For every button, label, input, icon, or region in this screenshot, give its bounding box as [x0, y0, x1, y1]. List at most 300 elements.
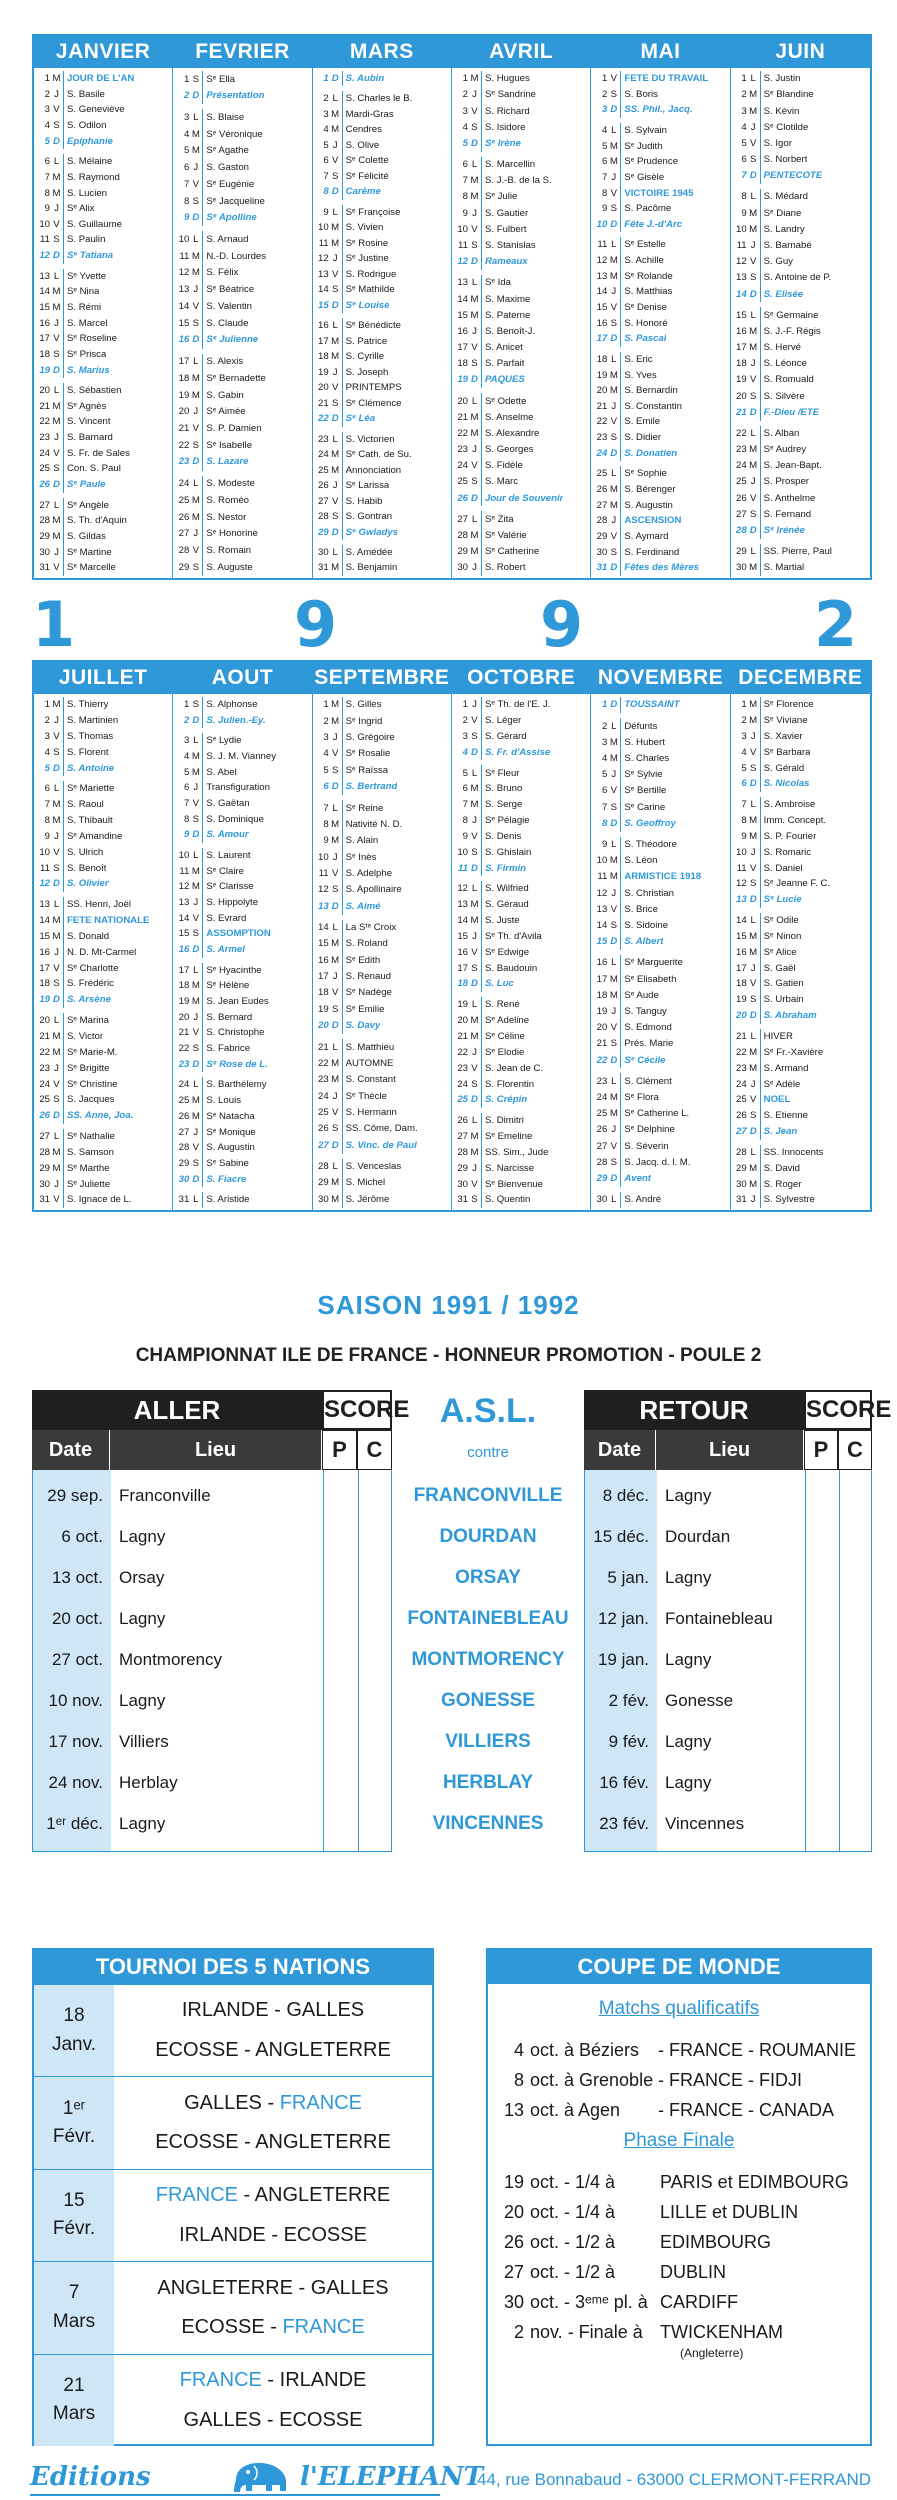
tournoi-match — [114, 2369, 432, 2392]
calendar-day — [175, 315, 309, 332]
day-number: 3 — [462, 105, 468, 117]
day-letter: L — [189, 109, 203, 126]
day-letter: D — [50, 363, 64, 379]
tournoi-match — [114, 2039, 432, 2062]
day-letter: M — [468, 528, 482, 544]
tournoi-match — [114, 1999, 432, 2022]
day-number: 1 — [462, 699, 468, 711]
day-letter: M — [468, 797, 482, 813]
day-number: 29 — [317, 526, 329, 538]
day-letter: D — [329, 411, 343, 426]
calendar-day — [733, 929, 868, 945]
calendar-day — [593, 352, 727, 368]
day-number: 11 — [736, 240, 747, 251]
tournoi-month: Févr. — [52, 2218, 96, 2240]
calendar-day — [36, 961, 170, 977]
calendar-day — [36, 1076, 170, 1092]
day-letter: D — [189, 1171, 203, 1187]
day-saint: S. Brice — [624, 904, 658, 915]
day-saint: S. Grégoire — [345, 733, 395, 743]
day-saint: S. Habib — [345, 496, 383, 507]
day-letter: V — [747, 490, 761, 506]
day-letter: S — [50, 461, 64, 477]
day-number: 20 — [178, 406, 190, 418]
day-number: 15 — [39, 301, 50, 313]
day-letter: V — [189, 420, 203, 437]
calendar-day — [593, 123, 727, 139]
day-letter: M — [329, 1056, 343, 1072]
calendar-day — [593, 513, 727, 529]
day-letter: L — [50, 1013, 64, 1029]
day-saint: S. Géraud — [484, 900, 529, 910]
day-letter: M — [607, 869, 621, 885]
calendar-day — [175, 126, 309, 143]
day-saint: S. Sylvestre — [763, 1195, 815, 1206]
day-letter: V — [50, 729, 64, 745]
day-number: 3 — [323, 732, 329, 744]
calendar-day — [593, 934, 727, 950]
day-number: 7 — [44, 799, 50, 811]
day-letter: V — [329, 866, 343, 882]
match-separator: - — [238, 2039, 256, 2062]
day-saint: Sᵉ Delphine — [624, 1125, 675, 1135]
day-letter: V — [747, 136, 761, 152]
month-octobre — [452, 662, 591, 1210]
day-letter: M — [329, 936, 343, 952]
calendar-day — [175, 231, 309, 248]
final-day: 27 — [503, 2262, 524, 2282]
day-saint: Sᵉ Rose de L. — [206, 1059, 268, 1070]
day-saint: Sᵉ Valérie — [484, 530, 527, 541]
calendar-day — [593, 1122, 727, 1138]
day-number: 30 — [735, 1178, 747, 1190]
day-saint: S. Wilfried — [484, 884, 529, 894]
day-saint: S. Armand — [763, 1063, 809, 1074]
day-letter: V — [189, 1140, 203, 1156]
day-number: 1 — [462, 73, 468, 85]
calendar-day — [733, 1061, 868, 1077]
calendar-day — [175, 911, 309, 927]
calendar-day — [175, 942, 309, 958]
day-number: 2 — [741, 714, 747, 726]
match-separator: - — [264, 2316, 283, 2339]
calendar-day — [315, 779, 449, 795]
day-letter: D — [50, 992, 64, 1008]
calendar-day — [454, 713, 588, 729]
calendar-day — [36, 118, 170, 134]
day-saint: Sᵉ Audrey — [763, 445, 807, 455]
calendar-day — [315, 432, 449, 447]
day-saint: Sᵉ Estelle — [624, 240, 666, 251]
day-number: 7 — [183, 798, 190, 810]
calendar-day — [593, 1138, 727, 1154]
day-letter: V — [747, 372, 761, 388]
tournoi-match — [114, 2184, 432, 2207]
calendar-day — [175, 1025, 309, 1041]
day-number: 11 — [597, 871, 608, 883]
day-letter: L — [607, 352, 621, 368]
day-letter: L — [189, 476, 203, 493]
calendar-day — [175, 994, 309, 1010]
day-letter: V — [50, 1192, 64, 1208]
day-letter: D — [189, 713, 203, 729]
day-number: 29 — [735, 1162, 747, 1174]
day-letter: V — [50, 217, 64, 233]
day-number: 4 — [601, 752, 608, 764]
calendar-day — [36, 446, 170, 462]
day-saint: Sᵉ Juliette — [67, 1179, 111, 1190]
calendar-day — [175, 864, 309, 880]
calendar-day — [454, 528, 588, 544]
day-letter: V — [329, 746, 343, 762]
day-letter: S — [747, 1108, 761, 1124]
day-saint: S. Bérenger — [624, 485, 676, 495]
calendar-day — [36, 797, 170, 813]
final-row — [502, 2232, 771, 2253]
day-number: 5 — [183, 766, 190, 778]
aller-row — [33, 1722, 169, 1762]
day-letter: L — [329, 800, 343, 816]
day-letter: D — [468, 372, 482, 388]
calendar-day — [175, 354, 309, 371]
day-letter: V — [329, 267, 343, 282]
day-number: 9 — [462, 830, 468, 842]
day-saint: Sᵉ Pélagie — [484, 816, 530, 826]
day-letter: J — [50, 829, 64, 845]
calendar-day — [36, 813, 170, 829]
day-saint: Sᵉ Marguerite — [624, 958, 683, 968]
day-saint: S. Ferdinand — [624, 547, 680, 558]
tournoi-date — [34, 2262, 114, 2353]
calendar-day — [454, 426, 588, 442]
day-number: 15 — [317, 938, 329, 950]
calendar-day — [593, 102, 727, 118]
day-saint: S. Alexandre — [484, 428, 540, 439]
calendar-day — [733, 860, 868, 876]
tournoi-match — [114, 2409, 432, 2432]
day-saint: ARMISTICE 1918 — [624, 872, 702, 882]
day-saint: S. Hippolyte — [206, 898, 259, 908]
day-number: 25 — [178, 494, 190, 506]
calendar-day — [454, 458, 588, 474]
day-saint: S. Cyrille — [345, 352, 385, 362]
day-letter: S — [468, 474, 482, 490]
aller-date: 24 nov. — [48, 1773, 103, 1792]
day-letter: D — [607, 1052, 621, 1068]
day-number: 15 — [39, 930, 50, 942]
day-letter: V — [189, 542, 203, 559]
day-number: 12 — [596, 255, 608, 267]
day-number: 23 — [39, 432, 50, 444]
day-saint: S. Etienne — [763, 1111, 808, 1121]
day-number: 7 — [462, 799, 468, 811]
day-number: 25 — [735, 476, 747, 488]
calendar-day — [315, 298, 449, 313]
calendar-day — [733, 340, 868, 356]
day-letter: L — [607, 837, 621, 853]
calendar-day — [315, 447, 449, 462]
day-letter: J — [468, 1161, 482, 1177]
day-saint: Fêtes des Mères — [624, 563, 699, 573]
day-number: 6 — [741, 154, 747, 166]
calendar-day — [454, 976, 588, 992]
day-saint: S. Nicolas — [763, 779, 810, 789]
opponent-name: ORSAY — [455, 1567, 521, 1588]
calendar-day — [315, 267, 449, 282]
day-letter: V — [329, 985, 343, 1001]
day-number: 10 — [735, 223, 747, 235]
day-letter: D — [329, 71, 343, 86]
day-letter: L — [747, 307, 761, 323]
day-number: 30 — [39, 546, 50, 558]
calendar-day — [175, 765, 309, 781]
calendar-day — [733, 152, 868, 168]
calendar-day — [733, 797, 868, 813]
day-letter: M — [50, 697, 64, 713]
day-saint: S. Parfait — [484, 359, 525, 369]
day-saint: S. Gaël — [763, 963, 796, 974]
match-separator: - — [237, 2184, 255, 2207]
day-number: 8 — [601, 817, 608, 829]
calendar-day — [315, 746, 449, 762]
calendar-day — [315, 1088, 449, 1104]
calendar-day — [315, 169, 449, 184]
calendar-day — [733, 523, 868, 539]
calendar-day — [733, 506, 868, 522]
calendar-day — [315, 71, 449, 86]
day-number: 21 — [735, 1031, 747, 1042]
day-number: 25 — [317, 464, 329, 476]
day-number: 12 — [735, 878, 747, 890]
calendar-day — [315, 205, 449, 220]
day-letter: D — [189, 827, 203, 843]
calendar-day — [315, 952, 449, 968]
day-number: 6 — [44, 156, 50, 168]
calendar-day — [36, 363, 170, 379]
day-saint: S. André — [624, 1195, 662, 1205]
day-number: 19 — [317, 366, 329, 378]
day-saint: La Sᵗᵉ Croix — [345, 923, 397, 933]
day-saint: S. Roger — [763, 1179, 802, 1190]
day-saint: S. Claude — [206, 318, 249, 329]
calendar-day — [36, 829, 170, 845]
day-saint: S. Isidore — [484, 122, 526, 133]
day-number: 12 — [457, 256, 468, 268]
day-saint: JOUR DE L'AN — [67, 74, 135, 84]
day-saint: S. Bernardin — [624, 386, 678, 396]
day-number: 14 — [457, 915, 468, 927]
day-number: 29 — [317, 1177, 329, 1189]
calendar-day — [175, 387, 309, 404]
calendar-day — [593, 767, 727, 783]
retour-row — [585, 1722, 711, 1762]
calendar-day — [315, 545, 449, 560]
calendar-day — [175, 895, 309, 911]
calendar-day — [315, 509, 449, 524]
month-name: SEPTEMBRE — [313, 662, 451, 694]
calendar-day — [454, 490, 588, 506]
calendar-day — [36, 1029, 170, 1045]
day-number: 6 — [183, 782, 190, 794]
calendar-day — [36, 217, 170, 233]
calendar-day — [733, 71, 868, 87]
day-letter: L — [468, 275, 482, 291]
day-letter: S — [189, 1041, 203, 1057]
day-number: 8 — [741, 815, 747, 827]
month-mars — [313, 36, 452, 578]
calendar-day — [733, 238, 868, 254]
calendar-day — [315, 1018, 449, 1034]
qualif-title: Matchs qualificatifs — [598, 1998, 760, 2019]
calendar-day — [593, 971, 727, 987]
day-saint: Fête J.-d'Arc — [624, 219, 683, 230]
day-saint: S. P. Damien — [206, 423, 262, 434]
day-saint: S. Guy — [763, 257, 793, 267]
day-saint: S. Gildas — [67, 531, 106, 542]
day-number: 15 — [457, 930, 468, 942]
day-number: 10 — [317, 222, 329, 234]
day-letter: M — [329, 107, 343, 122]
day-number: 16 — [457, 325, 468, 337]
day-saint: S. Bernard — [206, 1012, 253, 1023]
day-number: 23 — [735, 444, 747, 456]
day-number: 7 — [44, 171, 50, 183]
day-letter: L — [329, 91, 343, 106]
day-saint: Sᵉ Marina — [67, 1016, 109, 1026]
day-saint: Sᵉ Marthe — [67, 1163, 110, 1174]
day-saint: PAQUES — [484, 375, 525, 385]
day-number: 2 — [44, 88, 50, 100]
calendar-day — [36, 560, 170, 576]
opponent-name: FONTAINEBLEAU — [407, 1608, 569, 1629]
day-number: 1 — [183, 699, 190, 711]
day-number: 19 — [178, 389, 190, 401]
calendar-day — [454, 729, 588, 745]
day-saint: S. Fiacre — [206, 1174, 247, 1185]
tournoi-match — [114, 2316, 432, 2339]
day-letter: J — [747, 1076, 761, 1092]
day-letter: M — [50, 929, 64, 945]
retour-date: 2 fév. — [608, 1691, 649, 1710]
day-saint: S. Théodore — [624, 839, 677, 850]
day-letter: M — [468, 409, 482, 425]
day-number: 14 — [596, 919, 608, 931]
day-number: 9 — [183, 829, 190, 841]
day-number: 5 — [601, 140, 608, 152]
day-letter: M — [747, 222, 761, 238]
championship-title: CHAMPIONNAT ILE DE FRANCE - HONNEUR PROMOTION - POULE 2 — [135, 1345, 762, 1366]
day-saint: S. Julien.-Ey. — [206, 715, 266, 726]
day-letter: M — [747, 560, 761, 576]
day-saint: S. Aymard — [624, 531, 669, 542]
calendar-day — [175, 1010, 309, 1026]
calendar-day — [36, 745, 170, 761]
day-saint: Défunts — [624, 721, 658, 732]
day-letter: M — [468, 897, 482, 913]
final-row — [502, 2292, 738, 2313]
day-letter: M — [607, 734, 621, 750]
calendar-day — [175, 848, 309, 864]
tournoi-day: 1ᵉʳ — [62, 2097, 86, 2119]
footer — [0, 2458, 897, 2498]
tournoi-round — [34, 2354, 432, 2446]
day-saint: Sᵉ Charlotte — [67, 963, 119, 974]
day-number: 20 — [596, 385, 608, 397]
day-number: 1 — [601, 699, 608, 711]
day-number: 3 — [183, 735, 190, 747]
calendar-day — [733, 270, 868, 286]
day-number: 4 — [462, 746, 468, 758]
calendar-day — [315, 1056, 449, 1072]
day-number: 21 — [596, 400, 608, 412]
day-letter: S — [329, 1001, 343, 1017]
day-saint: Sᵉ Rolande — [624, 271, 673, 282]
day-number: 12 — [317, 884, 329, 896]
day-letter: D — [607, 697, 621, 713]
calendar-day — [454, 845, 588, 861]
team: GALLES — [184, 2091, 262, 2114]
day-number: 16 — [596, 317, 608, 329]
calendar-day — [593, 885, 727, 901]
day-saint: S. Charles le B. — [345, 94, 413, 105]
day-letter: S — [747, 760, 761, 776]
day-saint: S. Florentin — [484, 1079, 535, 1090]
day-letter: M — [50, 529, 64, 545]
day-saint: S. Augustin — [624, 500, 673, 511]
aller-lieu: Lagny — [119, 1691, 166, 1710]
calendar-day — [454, 1045, 588, 1061]
day-number: 21 — [457, 1031, 468, 1042]
day-saint: FETE DU TRAVAIL — [624, 74, 709, 84]
calendar-day — [733, 961, 868, 977]
day-letter: M — [50, 1161, 64, 1177]
day-number: 26 — [596, 484, 608, 496]
month-fevrier — [173, 36, 312, 578]
tournoi-round — [34, 1984, 432, 2076]
calendar-day — [593, 185, 727, 201]
retour-date: 9 fév. — [608, 1732, 649, 1751]
day-saint: S. Gontran — [345, 512, 393, 522]
day-saint: Sᵉ Judith — [624, 141, 663, 152]
day-saint: Sᵉ Sophie — [624, 469, 667, 479]
day-number: 29 — [39, 1162, 50, 1174]
day-number: 7 — [601, 171, 608, 183]
club-name: A.S.L. — [439, 1392, 537, 1430]
aller-date: 27 oct. — [51, 1650, 103, 1669]
day-saint: S. Honoré — [624, 318, 668, 329]
day-number: 21 — [735, 406, 747, 418]
calendar-day — [454, 945, 588, 961]
calendar-day — [454, 356, 588, 372]
calendar-day — [36, 781, 170, 797]
day-saint: Sᵉ Marie-M. — [67, 1047, 118, 1058]
tournoi-month: Mars — [52, 2403, 96, 2425]
day-letter: D — [329, 779, 343, 795]
day-saint: Sᵉ Mariette — [67, 784, 115, 794]
calendar-day — [315, 463, 449, 478]
day-saint: S. Gérard — [484, 731, 527, 742]
day-letter: M — [468, 1129, 482, 1145]
calendar-day — [733, 544, 868, 560]
calendar-day — [175, 559, 309, 576]
day-letter: M — [329, 447, 343, 462]
day-saint: S. Evrard — [206, 913, 247, 924]
calendar-day — [36, 1192, 170, 1208]
day-letter: L — [50, 383, 64, 399]
day-letter: M — [747, 945, 761, 961]
day-number: 24 — [178, 1079, 190, 1091]
calendar-day — [593, 1004, 727, 1020]
